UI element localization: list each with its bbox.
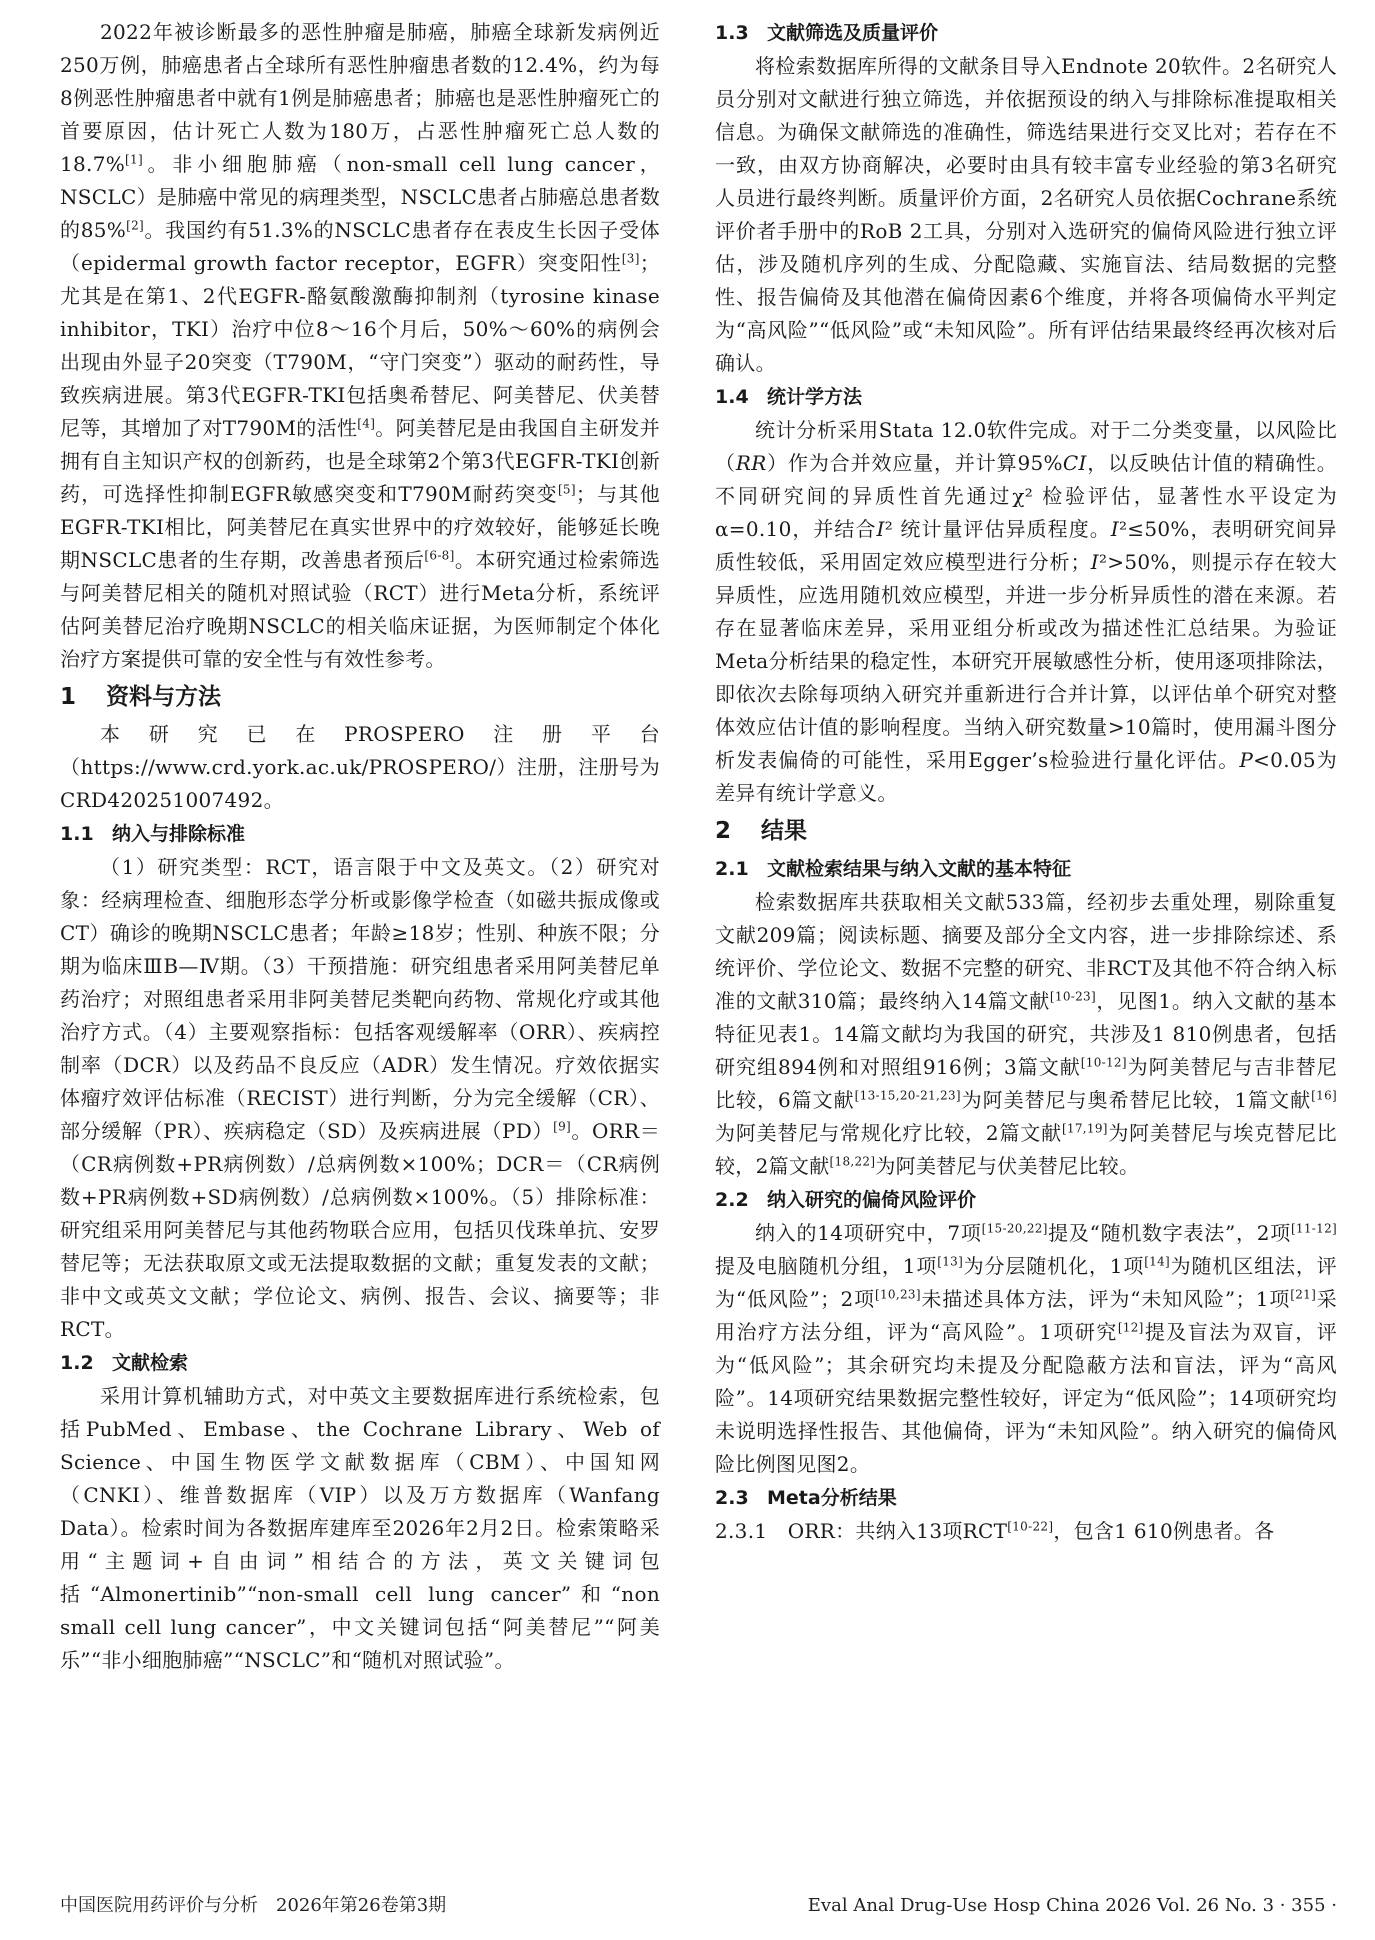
section-1-heading: 1 资料与方法 — [60, 684, 221, 710]
citation: [14] — [1144, 1254, 1171, 1269]
retrieval-results-paragraph: 检索数据库共获取相关文献533篇，经初步去重处理，剔除重复文献209篇；阅读标题、摘要及部分全文内容，进一步排除综述、系统评价、学位论文、数据不完整的研究、非RCT及其他不符合纳入标准的文献310篇；最终纳入14篇文献[10-23]，见图1。纳入文献的基本特征见表1。14篇文献均为我国的研究，共涉及1 810例患者，包括研究组894例和对照组916例；3篇文献[10-12]为阿美替尼与吉非替尼比较，6篇文献[13-15,20-21,23]为阿美替尼与奥希替尼比较，1篇文献[16]为阿美替尼与常规化疗比较，2篇文献[17,19]为阿美替尼与埃克替尼比较，2篇文献[18,22]为阿美替尼与伏美替尼比较。 — [715, 890, 1338, 1178]
citation: [10-12] — [1080, 1055, 1127, 1070]
section-1-3-heading: 1.3 文献筛选及质量评价 — [715, 22, 939, 44]
section-2-1-heading: 2.1 文献检索结果与纳入文献的基本特征 — [715, 858, 1072, 880]
citation: [6-8] — [424, 548, 455, 563]
citation: [4] — [357, 416, 376, 431]
citation: [3] — [621, 251, 640, 266]
citation: [21] — [1290, 1287, 1317, 1302]
section-1-1-heading: 1.1 纳入与排除标准 — [60, 823, 246, 845]
citation: [10-23] — [1049, 989, 1096, 1004]
search-paragraph: 采用计算机辅助方式，对中英文主要数据库进行系统检索，包括PubMed、Embase、the Cochrane Library、Web of Science、中国生物医学文献数据库（CBM）、中国知网（CNKI）、维普数据库（VIP）以及万方数据库（Wanfang Data）。检索时间为各数据库建库至2026年2月2日。检索策略采用“主题词+自由词”相结合的方法，英文关键词包括“Almonertinib”“non-small cell lung cancer”和“non small cell lung cancer”，中文关键词包括“阿美替尼”“阿美乐”“非小细胞肺癌”“NSCLC”和“随机对照试验”。 — [60, 1384, 660, 1672]
citation: [2] — [126, 218, 145, 233]
section-1-4-heading: 1.4 统计学方法 — [715, 386, 863, 408]
section-2-3-heading: 2.3 Meta分析结果 — [715, 1487, 897, 1509]
section-2-2-heading: 2.2 纳入研究的偏倚风险评价 — [715, 1189, 977, 1211]
page-number-footer: Eval Anal Drug-Use Hosp China 2026 Vol. 26 No. 3 · 355 · — [807, 1895, 1337, 1916]
bias-paragraph: 纳入的14项研究中，7项[15-20,22]提及“随机数字表法”，2项[11-12]提及电脑随机分组，1项[13]为分层随机化，1项[14]为随机区组法，评为“低风险”；2项[10,23]未描述具体方法，评为“未知风险”；1项[21]采用治疗方法分组，评为“高风险”。1项研究[12]提及盲法为双盲，评为“低风险”；其余研究均未提及分配隐蔽方法和盲法，评为“高风险”。14项研究结果数据完整性较好，评定为“低风险”；14项研究均未说明选择性报告、其他偏倚，评为“未知风险”。纳入研究的偏倚风险比例图见图2。 — [715, 1221, 1338, 1476]
right-column — [715, 16, 1337, 1548]
citation: [13] — [937, 1254, 964, 1269]
citation: [11-12] — [1290, 1221, 1338, 1236]
citation: [15-20,22] — [981, 1221, 1048, 1236]
registration-paragraph: 本研究已在PROSPERO注册平台（https://www.crd.york.ac.uk/PROSPERO/）注册，注册号为CRD420251007492。 — [60, 722, 660, 812]
citation: [12] — [1117, 1320, 1144, 1335]
citation: [1] — [125, 152, 143, 167]
citation: [17,19] — [1061, 1121, 1108, 1136]
citation: [9] — [553, 1119, 571, 1134]
criteria-paragraph: （1）研究类型：RCT，语言限于中文及英文。（2）研究对象：经病理检查、细胞形态学分析或影像学检查（如磁共振成像或CT）确诊的晚期NSCLC患者；年龄≥18岁；性别、种族不限；分期为临床ⅢB—Ⅳ期。（3）干预措施：研究组患者采用阿美替尼单药治疗；对照组患者采用非阿美替尼类靶向药物、常规化疗或其他治疗方式。（4）主要观察指标：包括客观缓解率（ORR）、疾病控制率（DCR）以及药品不良反应（ADR）发生情况。疗效依据实体瘤疗效评估标准（RECIST）进行判断，分为完全缓解（CR）、部分缓解（PR）、疾病稳定（SD）及疾病进展（PD）[9]。ORR＝（CR病例数+PR病例数）/总病例数×100%；DCR＝（CR病例数+PR病例数+SD病例数）/总病例数×100%。（5）排除标准：研究组采用阿美替尼与其他药物联合应用，包括贝伐珠单抗、安罗替尼等；无法获取原文或无法提取数据的文献；重复发表的文献；非中文或英文文献；学位论文、病例、报告、会议、摘要等；非RCT。 — [60, 855, 660, 1341]
citation: [5] — [557, 482, 576, 497]
citation: [10,23] — [874, 1287, 921, 1302]
screening-paragraph: 将检索数据库所得的文献条目导入Endnote 20软件。2名研究人员分别对文献进行独立筛选，并依据预设的纳入与排除标准提取相关信息。为确保文献筛选的准确性，筛选结果进行交叉比对；若存在不一致，由双方协商解决，必要时由具有较丰富专业经验的第3名研究人员进行最终判断。质量评价方面，2名研究人员依据Cochrane系统评价者手册中的RoB 2工具，分别对入选研究的偏倚风险进行独立评估，涉及随机序列的生成、分配隐藏、实施盲法、结局数据的完整性、报告偏倚及其他潜在偏倚因素6个维度，并将各项偏倚水平判定为“高风险”“低风险”或“未知风险”。所有评估结果最终经再次核对后确认。 — [715, 54, 1337, 375]
section-2-heading: 2 结果 — [715, 818, 807, 844]
citation: [13-15,20-21,23] — [854, 1088, 961, 1103]
journal-footer: 中国医院用药评价与分析 2026年第26卷第3期 — [60, 1895, 447, 1916]
citation: [18,22] — [829, 1154, 876, 1169]
statistics-paragraph: 统计分析采用Stata 12.0软件完成。对于二分类变量，以风险比（RR）作为合并效应量，并计算95%CI，以反映估计值的精确性。不同研究间的异质性首先通过χ² 检验评估，显著性水平设定为α=0.10，并结合I² 统计量评估异质程度。I²≤50%，表明研究间异质性较低，采用固定效应模型进行分析；I²>50%，则提示存在较大异质性，应选用随机效应模型，并进一步分析异质性的潜在来源。若存在显著临床差异，采用亚组分析或改为描述性汇总结果。为验证Meta分析结果的稳定性，本研究开展敏感性分析，使用逐项排除法，即依次去除每项纳入研究并重新进行合并计算，以评估单个研究对整体效应估计值的影响程度。当纳入研究数量>10篇时，使用漏斗图分析发表偏倚的可能性，采用Egger’s检验进行量化评估。P<0.05为差异有统计学意义。 — [715, 418, 1338, 805]
orr-paragraph: 2.3.1 ORR：共纳入13项RCT[10-22]，包含1 610例患者。各 — [715, 1519, 1275, 1543]
section-1-2-heading: 1.2 文献检索 — [60, 1352, 189, 1374]
intro-paragraph: 2022年被诊断最多的恶性肿瘤是肺癌，肺癌全球新发病例近250万例，肺癌患者占全球所有恶性肿瘤患者数的12.4%，约为每8例恶性肿瘤患者中就有1例是肺癌患者；肺癌也是恶性肿瘤死亡的首要原因，估计死亡人数为180万，占恶性肿瘤死亡总人数的18.7%[1]。非小细胞肺癌（non-small cell lung cancer，NSCLC）是肺癌中常见的病理类型，NSCLC患者占肺癌总患者数的85%[2]。我国约有51.3%的NSCLC患者存在表皮生长因子受体（epidermal growth factor receptor，EGFR）突变阳性[3]；尤其是在第1、2代EGFR-酪氨酸激酶抑制剂（tyrosine kinase inhibitor，TKI）治疗中位8～16个月后，50%～60%的病例会出现由外显子20突变（T790M，“守门突变”）驱动的耐药性，导致疾病进展。第3代EGFR-TKI包括奥希替尼、阿美替尼、伏美替尼等，其增加了对T790M的活性[4]。阿美替尼是由我国自主研发并拥有自主知识产权的创新药，也是全球第2个第3代EGFR-TKI创新药，可选择性抑制EGFR敏感突变和T790M耐药突变[5]；与其他EGFR-TKI相比，阿美替尼在真实世界中的疗效较好，能够延长晚期NSCLC患者的生存期，改善患者预后[6-8]。本研究通过检索筛选与阿美替尼相关的随机对照试验（RCT）进行Meta分析，系统评估阿美替尼治疗晚期NSCLC的相关临床证据，为医师制定个体化治疗方案提供可靠的安全性与有效性参考。 — [60, 20, 661, 671]
citation: [10-22] — [1007, 1519, 1054, 1534]
left-column — [60, 16, 660, 1677]
citation: [16] — [1311, 1088, 1337, 1103]
